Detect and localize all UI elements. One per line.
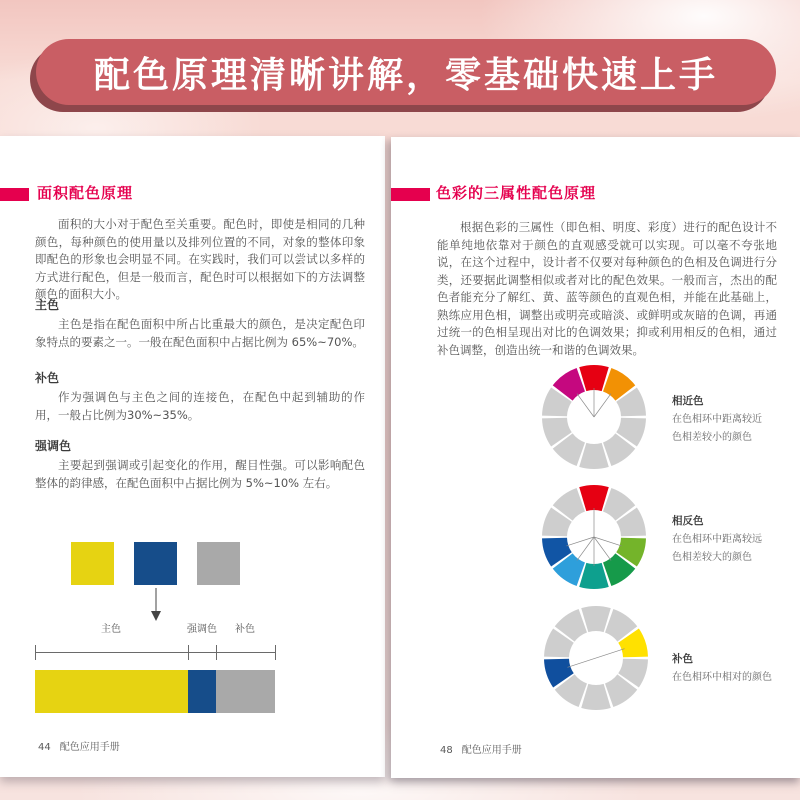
wheel-label-opposite <box>672 513 800 564</box>
wheel-segment <box>579 443 609 469</box>
wheel-name: 相近色 <box>672 395 704 407</box>
wheel-label-analogous <box>672 393 800 444</box>
ruler-tick <box>216 645 217 660</box>
book-page-right <box>391 137 800 778</box>
book-page-left <box>0 136 385 777</box>
color-swatch-row <box>71 542 240 585</box>
bar-label-accent: 强调色 <box>187 624 217 635</box>
headline-banner <box>36 39 776 105</box>
ruler-tick <box>188 645 189 660</box>
wheel-guide-line <box>594 537 611 560</box>
wheel-segment <box>581 606 611 632</box>
color-wheel-complementary <box>536 598 656 718</box>
book-title: 配色应用手册 <box>59 742 120 753</box>
down-arrow-icon <box>149 588 163 622</box>
page-number: 48 <box>440 745 453 756</box>
wheel-guide-line <box>566 537 594 546</box>
ratio-bar-segment <box>35 670 188 713</box>
page-number: 44 <box>38 742 51 753</box>
left-page-title: 面积配色原理 <box>37 184 134 202</box>
ratio-bar-segment <box>216 670 275 713</box>
left-page-footer <box>38 738 120 753</box>
section-marker <box>391 188 430 201</box>
section-marker <box>0 188 29 201</box>
area-ratio-bar <box>35 670 275 713</box>
right-intro-paragraph: 根据色彩的三属性（即色相、明度、彩度）进行的配色设计不能单纯地依靠对于颜色的直观感受就可以实现。可以毫不夸张地说，在这个过程中，设计者不仅要对每种颜色的色相及色调进行分类，还要据此调整相似或者对比的配色效果。一般而言，杰出的配色者能充分了解红、黄、蓝等颜色的直观色相，并能在此基础上，熟练应用色相，调整出或明亮或暗淡、或鲜明或灰暗的色调，再通过统一的色相呈现出对比的色调效果；抑或利用相反的色相，通过补色调整，创造出统一和谐的色调效果。 <box>437 220 777 357</box>
wheel-segment <box>579 365 609 391</box>
book-title: 配色应用手册 <box>461 745 522 756</box>
left-intro-paragraph: 面积的大小对于配色至关重要。配色时，即使是相同的几种颜色，每种颜色的使用量以及排列位置的不同，对象的整体印象即配色的形象也会明显不同。在实践时，我们可以尝试以多样的方式进行配色，但是一般而言，配色时可以根据如下的方法调整颜色的面积大小。 <box>35 217 365 301</box>
ruler-tick <box>275 645 276 660</box>
wheel-name: 补色 <box>672 653 693 665</box>
color-swatch <box>71 542 114 585</box>
wheel-guide-line <box>577 537 594 560</box>
section-body-complement-color: 作为强调色与主色之间的连接色，在配色中起到辅助的作用，一般占比例为30%~35%。 <box>35 390 365 422</box>
wheel-guide-line <box>594 394 611 417</box>
wheel-desc-line: 在色相环中距离较远 <box>672 534 762 545</box>
wheel-desc-line: 在色相环中距离较近 <box>672 414 762 425</box>
wheel-guide-line <box>594 537 622 546</box>
headline-text: 配色原理清晰讲解，零基础快速上手 <box>93 54 718 96</box>
section-heading-main-color: 主色 <box>35 298 60 312</box>
ratio-bar-segment <box>188 670 216 713</box>
section-heading-accent-color: 强调色 <box>35 439 72 453</box>
wheel-guide-line <box>567 649 624 668</box>
section-body-accent-color: 主要起到强调或引起变化的作用，醒目性强。可以影响配色整体的韵律感，在配色面积中占据比例为 5%~10% 左右。 <box>35 458 365 490</box>
bar-label-main: 主色 <box>101 624 121 635</box>
wheel-segment <box>579 563 609 589</box>
ruler-tick <box>35 645 36 660</box>
color-wheel-analogous <box>534 357 654 477</box>
wheel-segment <box>581 684 611 710</box>
wheel-segment <box>579 485 609 511</box>
wheel-desc-line: 色相差较小的颜色 <box>672 432 752 443</box>
wheel-label-complementary <box>672 651 800 684</box>
wheel-guide-line <box>577 394 594 417</box>
color-swatch <box>134 542 177 585</box>
bar-label-complement: 补色 <box>235 624 255 635</box>
right-page-title: 色彩的三属性配色原理 <box>436 184 597 202</box>
color-swatch <box>197 542 240 585</box>
color-wheel-opposite <box>534 477 654 597</box>
section-heading-complement-color: 补色 <box>35 371 60 385</box>
right-page-footer <box>440 741 522 756</box>
wheel-desc-line: 在色相环中相对的颜色 <box>672 672 772 683</box>
section-body-main-color: 主色是指在配色面积中所占比重最大的颜色，是决定配色印象特点的要素之一。一般在配色面积中占据比例为 65%~70%。 <box>35 317 365 349</box>
wheel-desc-line: 色相差较大的颜色 <box>672 552 752 563</box>
wheel-name: 相反色 <box>672 515 704 527</box>
ruler-line <box>35 652 275 653</box>
